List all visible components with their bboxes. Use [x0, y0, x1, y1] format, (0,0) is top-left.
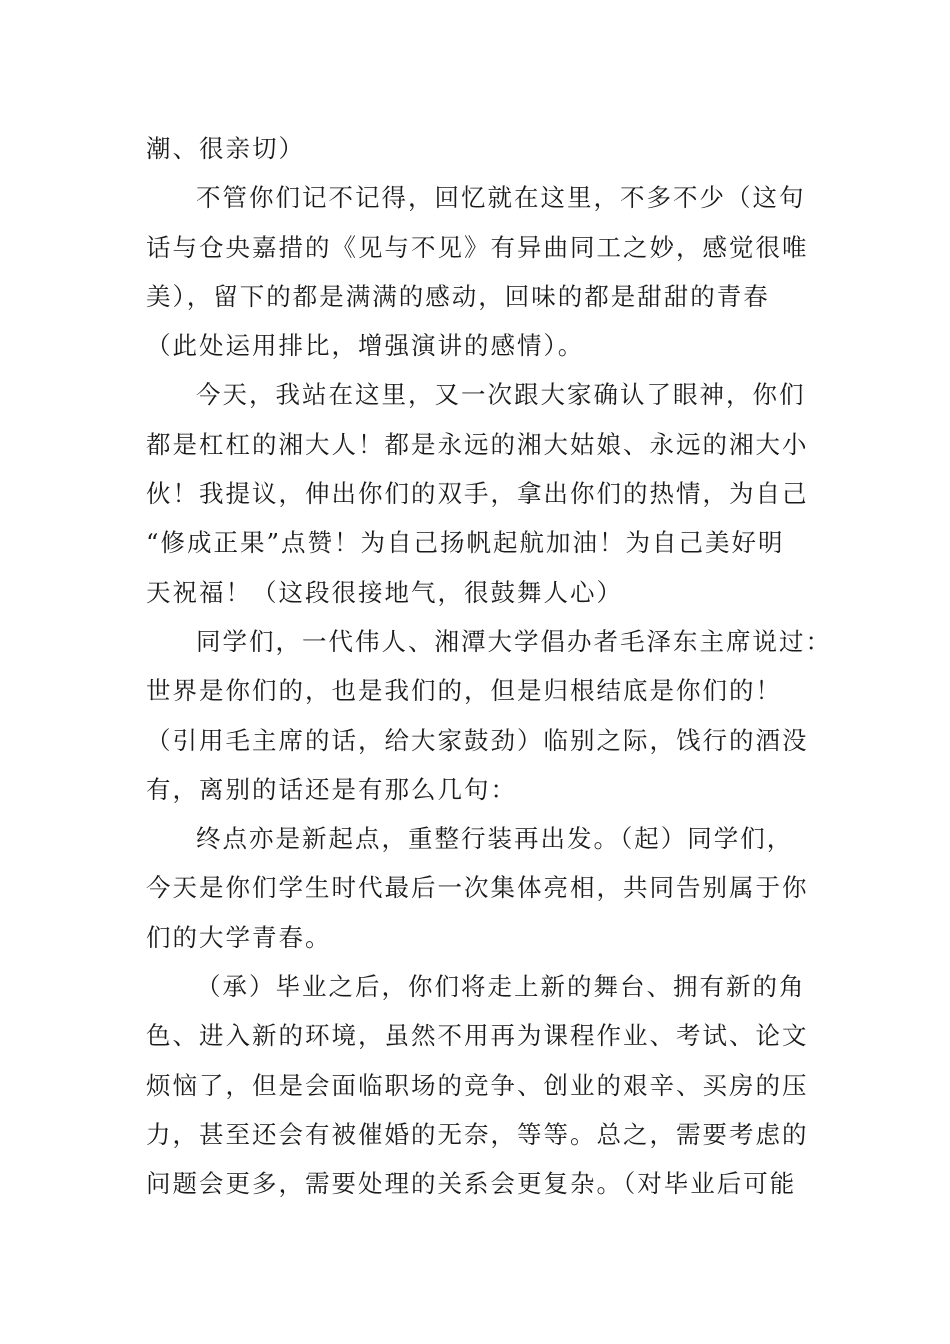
text-line: 伙！我提议，伸出你们的双手，拿出你们的热情，为自己	[146, 479, 809, 509]
text-line: 不管你们记不记得，回忆就在这里，不多不少（这句	[196, 183, 806, 213]
text-line: 力，甚至还会有被催婚的无奈，等等。总之，需要考虑的	[146, 1119, 809, 1149]
text-line: 们的大学青春。	[146, 922, 332, 952]
text-line: 话与仓央嘉措的《见与不见》有异曲同工之妙，感觉很唯	[146, 232, 809, 262]
text-line: 烦恼了，但是会面临职场的竞争、创业的艰辛、买房的压	[146, 1070, 809, 1100]
text-line: 都是杠杠的湘大人！都是永远的湘大姑娘、永远的湘大小	[146, 429, 809, 459]
text-line: 天祝福！（这段很接地气，很鼓舞人心）	[146, 577, 623, 607]
text-line: 今天是你们学生时代最后一次集体亮相，共同告别属于你	[146, 873, 809, 903]
body-text	[146, 124, 832, 1209]
text-line: 同学们，一代伟人、湘潭大学倡办者毛泽东主席说过：	[196, 626, 832, 656]
text-line: 世界是你们的，也是我们的，但是归根结底是你们的！	[146, 676, 782, 706]
text-line: 终点亦是新起点，重整行装再出发。（起）同学们，	[196, 824, 794, 854]
text-line: 问题会更多，需要处理的关系会更复杂。（对毕业后可能	[146, 1169, 797, 1199]
text-line: （引用毛主席的话，给大家鼓劲）临别之际，饯行的酒没	[146, 725, 809, 755]
text-line: 美），留下的都是满满的感动，回味的都是甜甜的青春	[146, 281, 770, 311]
text-line: “修成正果”点赞！为自己扬帆起航加油！为自己美好明	[146, 528, 785, 558]
text-line: 有，离别的话还是有那么几句：	[146, 774, 517, 804]
text-line: （承）毕业之后，你们将走上新的舞台、拥有新的角	[196, 972, 806, 1002]
text-line: 今天，我站在这里，又一次跟大家确认了眼神，你们	[196, 380, 806, 410]
text-line: 潮、很亲切）	[146, 134, 305, 163]
text-line: 色、进入新的环境，虽然不用再为课程作业、考试、论文	[146, 1021, 809, 1051]
text-line: （此处运用排比，增强演讲的感情）。	[146, 331, 585, 361]
